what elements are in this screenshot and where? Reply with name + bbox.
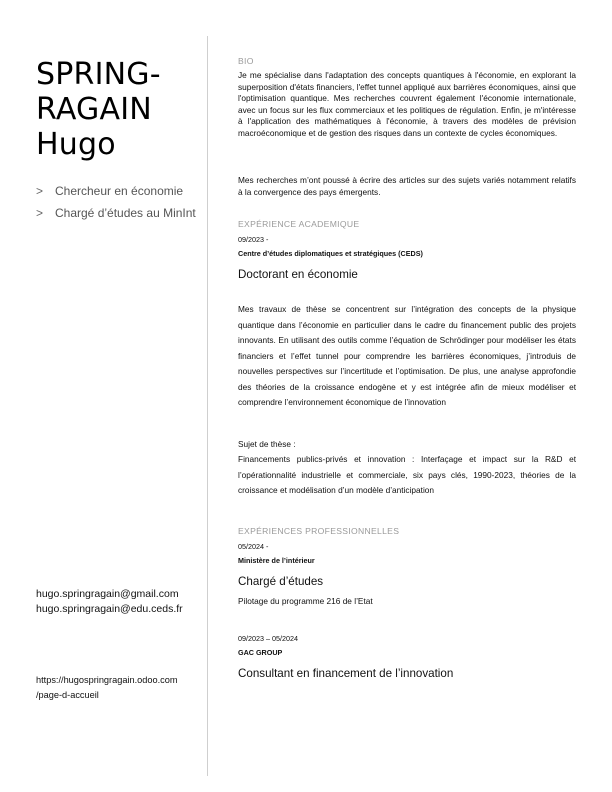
job-2-org: GAC GROUP <box>238 648 283 657</box>
academic-title: Doctorant en économie <box>238 268 358 281</box>
thesis-text: Financements publics-privés et innovation : Interfaçage et impact sur la R&D et l’opérationnalité industrielle et commerciale, six pays clés, 1990-2023, théories de la croissance et modélisation d’un modèle d’anticipation <box>238 454 576 495</box>
website-link[interactable] <box>36 673 196 703</box>
website-line-2[interactable]: /page-d-accueil <box>36 690 99 700</box>
name-line-1: SPRING- <box>36 57 161 92</box>
job-1-date: 05/2024 - <box>238 542 269 551</box>
academic-date: 09/2023 - <box>238 235 269 244</box>
email-primary[interactable]: hugo.springragain@gmail.com <box>36 588 179 600</box>
column-divider <box>207 36 208 776</box>
thesis-label: Sujet de thèse : <box>238 439 296 449</box>
role-item <box>36 202 196 224</box>
role-label: Chercheur en économie <box>55 184 184 198</box>
bio-paragraph-1: Je me spécialise dans l'adaptation des concepts quantiques à l'économie, en explorant la superposition d'états financiers, l'effet tunnel appliqué aux barrières économiques, ainsi que l'optimisation quantique. Mes recherches couvrent également l'économie internationale, avec un focus sur les flux commerciaux et les politiques de régulation. Enfin, je m'intéresse à l'application des mathématiques à l'économie, à travers des modèles de prévision macroéconomique et de gestion des risques dans un contexte de cycles économiques. <box>238 70 576 138</box>
role-label: Chargé d’études au MinInt <box>55 206 196 220</box>
name-line-2: RAGAIN <box>36 92 152 127</box>
academic-heading: EXPÉRIENCE ACADEMIQUE <box>238 219 360 229</box>
academic-org: Centre d’études diplomatiques et stratégiques (CEDS) <box>238 249 423 258</box>
email-secondary[interactable]: hugo.springragain@edu.ceds.fr <box>36 603 183 615</box>
job-2-date: 09/2023 – 05/2024 <box>238 634 298 643</box>
job-1-title: Chargé d’études <box>238 575 324 588</box>
bio-heading: BIO <box>238 56 254 66</box>
bio-paragraph-2: Mes recherches m’ont poussé à écrire des articles sur des sujets variés notamment relatifs à la convergence des pays émergents. <box>238 175 576 197</box>
person-name <box>36 57 161 162</box>
chevron-right-icon: > <box>36 184 44 198</box>
website-line-1[interactable]: https://hugospringragain.odoo.com <box>36 675 178 685</box>
name-line-3: Hugo <box>36 127 116 162</box>
academic-description: Mes travaux de thèse se concentrent sur l’intégration des concepts de la physique quantique dans l’économie en particulier dans le cadre du financement public des projets innovants. En utilisant des outils comme l’équation de Schrödinger pour modéliser les états financiers et l’effet tunnel pour comprendre les barrières économiques, j’introduis de nouvelles perspectives sur l’incertitude et l’optimisation. De plus, une analyse approfondie des théories de la croissance endogène et y est intégrée afin de mieux modéliser et comprendre l’environnement économique de l’innovation <box>238 304 576 407</box>
contact-emails <box>36 587 183 617</box>
job-2-title: Consultant en financement de l’innovation <box>238 667 454 680</box>
professional-heading: EXPÉRIENCES PROFESSIONNELLES <box>238 526 400 536</box>
job-1-description: Pilotage du programme 216 de l’Etat <box>238 596 373 606</box>
job-1-org: Ministère de l’intérieur <box>238 556 315 565</box>
chevron-right-icon: > <box>36 206 44 220</box>
role-item <box>36 180 196 202</box>
role-list <box>36 180 196 224</box>
